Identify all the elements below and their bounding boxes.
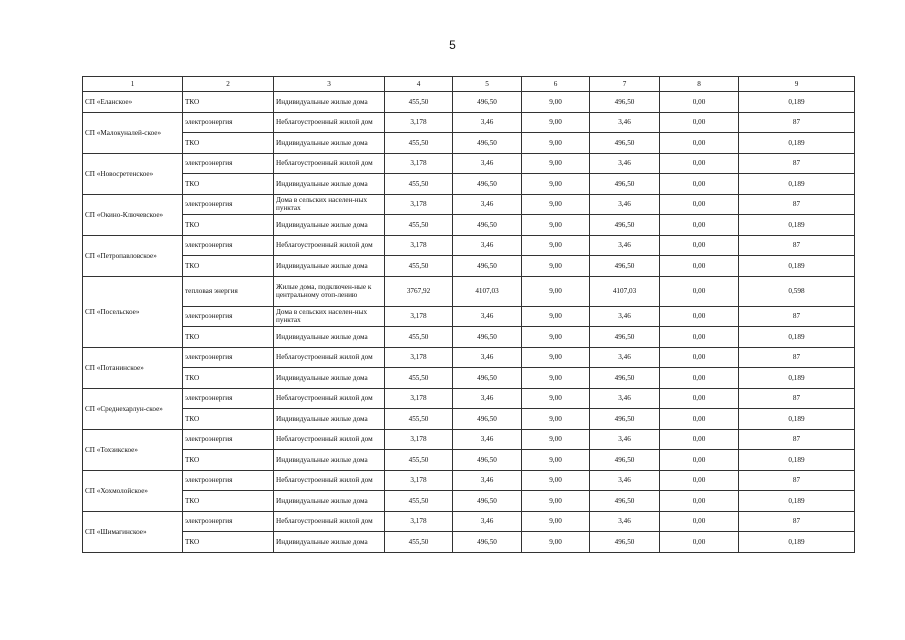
category-cell: Индивидуальные жилые дома bbox=[274, 215, 385, 236]
value-cell: 496,50 bbox=[453, 368, 522, 389]
value-cell: 3,178 bbox=[385, 347, 453, 368]
value-cell: 3,46 bbox=[590, 194, 660, 215]
value-cell: 496,50 bbox=[590, 174, 660, 195]
value-cell: 0,189 bbox=[739, 133, 855, 154]
category-cell: Индивидуальные жилые дома bbox=[274, 532, 385, 553]
resource-cell: ТКО bbox=[183, 92, 274, 113]
value-cell: 455,50 bbox=[385, 174, 453, 195]
value-cell: 496,50 bbox=[453, 256, 522, 277]
table-row bbox=[83, 92, 855, 113]
value-cell: 9,00 bbox=[522, 235, 590, 256]
value-cell: 0,00 bbox=[660, 174, 739, 195]
value-cell: 87 bbox=[739, 511, 855, 532]
value-cell: 3,178 bbox=[385, 306, 453, 327]
value-cell: 0,189 bbox=[739, 532, 855, 553]
value-cell: 87 bbox=[739, 235, 855, 256]
value-cell: 0,00 bbox=[660, 429, 739, 450]
value-cell: 0,00 bbox=[660, 276, 739, 306]
value-cell: 3,178 bbox=[385, 194, 453, 215]
value-cell: 9,00 bbox=[522, 174, 590, 195]
category-cell: Неблагоустроенный жилой дом bbox=[274, 511, 385, 532]
value-cell: 87 bbox=[739, 306, 855, 327]
value-cell: 9,00 bbox=[522, 194, 590, 215]
column-header: 7 bbox=[590, 77, 660, 92]
settlement-cell: СП «Новосретенское» bbox=[83, 153, 183, 194]
value-cell: 87 bbox=[739, 153, 855, 174]
resource-cell: электроэнергия bbox=[183, 388, 274, 409]
value-cell: 9,00 bbox=[522, 153, 590, 174]
category-cell: Индивидуальные жилые дома bbox=[274, 133, 385, 154]
column-header: 5 bbox=[453, 77, 522, 92]
column-header: 6 bbox=[522, 77, 590, 92]
category-cell: Жилые дома, подключен-ные к центральному отоп-лению bbox=[274, 276, 385, 306]
table-row bbox=[83, 276, 855, 306]
table-row bbox=[83, 215, 855, 236]
value-cell: 3,46 bbox=[590, 112, 660, 133]
value-cell: 455,50 bbox=[385, 133, 453, 154]
value-cell: 496,50 bbox=[590, 532, 660, 553]
settlement-cell: СП «Шимагинское» bbox=[83, 511, 183, 552]
value-cell: 0,189 bbox=[739, 174, 855, 195]
column-header: 2 bbox=[183, 77, 274, 92]
resource-cell: тепловая энергия bbox=[183, 276, 274, 306]
value-cell: 0,00 bbox=[660, 532, 739, 553]
value-cell: 455,50 bbox=[385, 256, 453, 277]
settlement-cell: СП «Окино-Ключевское» bbox=[83, 194, 183, 235]
settlement-cell: СП «Хохмолойское» bbox=[83, 470, 183, 511]
value-cell: 4107,03 bbox=[453, 276, 522, 306]
category-cell: Неблагоустроенный жилой дом bbox=[274, 153, 385, 174]
value-cell: 455,50 bbox=[385, 92, 453, 113]
value-cell: 0,189 bbox=[739, 92, 855, 113]
category-cell: Индивидуальные жилые дома bbox=[274, 368, 385, 389]
value-cell: 3,46 bbox=[453, 306, 522, 327]
header-row bbox=[83, 77, 855, 92]
value-cell: 0,189 bbox=[739, 327, 855, 348]
value-cell: 9,00 bbox=[522, 112, 590, 133]
table-row bbox=[83, 409, 855, 430]
value-cell: 9,00 bbox=[522, 491, 590, 512]
value-cell: 0,00 bbox=[660, 388, 739, 409]
resource-cell: электроэнергия bbox=[183, 306, 274, 327]
value-cell: 87 bbox=[739, 347, 855, 368]
value-cell: 0,00 bbox=[660, 256, 739, 277]
value-cell: 0,00 bbox=[660, 133, 739, 154]
tariff-table bbox=[82, 76, 855, 553]
table-row bbox=[83, 133, 855, 154]
value-cell: 0,00 bbox=[660, 511, 739, 532]
value-cell: 496,50 bbox=[453, 450, 522, 471]
value-cell: 3,46 bbox=[453, 511, 522, 532]
table-row bbox=[83, 450, 855, 471]
resource-cell: ТКО bbox=[183, 256, 274, 277]
value-cell: 0,598 bbox=[739, 276, 855, 306]
value-cell: 3,46 bbox=[453, 388, 522, 409]
settlement-cell: СП «Посельское» bbox=[83, 276, 183, 347]
value-cell: 496,50 bbox=[453, 133, 522, 154]
value-cell: 496,50 bbox=[453, 92, 522, 113]
category-cell: Неблагоустроенный жилой дом bbox=[274, 235, 385, 256]
value-cell: 0,00 bbox=[660, 450, 739, 471]
value-cell: 87 bbox=[739, 388, 855, 409]
value-cell: 0,00 bbox=[660, 470, 739, 491]
settlement-cell: СП «Еланское» bbox=[83, 92, 183, 113]
column-header: 8 bbox=[660, 77, 739, 92]
resource-cell: электроэнергия bbox=[183, 429, 274, 450]
table-row bbox=[83, 194, 855, 215]
page-number: 5 bbox=[449, 38, 456, 52]
value-cell: 3,178 bbox=[385, 153, 453, 174]
value-cell: 9,00 bbox=[522, 92, 590, 113]
value-cell: 3,46 bbox=[590, 429, 660, 450]
column-header: 4 bbox=[385, 77, 453, 92]
value-cell: 3,178 bbox=[385, 112, 453, 133]
value-cell: 9,00 bbox=[522, 256, 590, 277]
value-cell: 87 bbox=[739, 112, 855, 133]
value-cell: 3,178 bbox=[385, 235, 453, 256]
settlement-cell: СП «Малокуналей-ское» bbox=[83, 112, 183, 153]
value-cell: 0,00 bbox=[660, 235, 739, 256]
resource-cell: ТКО bbox=[183, 215, 274, 236]
value-cell: 496,50 bbox=[590, 368, 660, 389]
value-cell: 455,50 bbox=[385, 215, 453, 236]
category-cell: Дома в сельских населен-ных пунктах bbox=[274, 194, 385, 215]
column-header: 1 bbox=[83, 77, 183, 92]
value-cell: 0,00 bbox=[660, 194, 739, 215]
resource-cell: электроэнергия bbox=[183, 194, 274, 215]
value-cell: 87 bbox=[739, 194, 855, 215]
category-cell: Индивидуальные жилые дома bbox=[274, 491, 385, 512]
value-cell: 496,50 bbox=[590, 327, 660, 348]
value-cell: 3,46 bbox=[453, 470, 522, 491]
value-cell: 455,50 bbox=[385, 491, 453, 512]
value-cell: 0,189 bbox=[739, 256, 855, 277]
value-cell: 455,50 bbox=[385, 327, 453, 348]
value-cell: 3,46 bbox=[453, 194, 522, 215]
value-cell: 9,00 bbox=[522, 409, 590, 430]
resource-cell: электроэнергия bbox=[183, 470, 274, 491]
value-cell: 0,00 bbox=[660, 368, 739, 389]
value-cell: 3,46 bbox=[453, 112, 522, 133]
table-row bbox=[83, 327, 855, 348]
value-cell: 3,178 bbox=[385, 470, 453, 491]
value-cell: 496,50 bbox=[453, 215, 522, 236]
value-cell: 0,00 bbox=[660, 491, 739, 512]
value-cell: 496,50 bbox=[590, 133, 660, 154]
value-cell: 0,189 bbox=[739, 215, 855, 236]
table-row bbox=[83, 470, 855, 491]
category-cell: Дома в сельских населен-ных пунктах bbox=[274, 306, 385, 327]
value-cell: 3,46 bbox=[590, 235, 660, 256]
resource-cell: электроэнергия bbox=[183, 112, 274, 133]
resource-cell: электроэнергия bbox=[183, 153, 274, 174]
value-cell: 3,46 bbox=[453, 235, 522, 256]
value-cell: 0,00 bbox=[660, 327, 739, 348]
resource-cell: ТКО bbox=[183, 409, 274, 430]
settlement-cell: СП «Потанинское» bbox=[83, 347, 183, 388]
value-cell: 9,00 bbox=[522, 388, 590, 409]
value-cell: 9,00 bbox=[522, 306, 590, 327]
value-cell: 0,00 bbox=[660, 409, 739, 430]
value-cell: 496,50 bbox=[590, 450, 660, 471]
value-cell: 496,50 bbox=[590, 491, 660, 512]
value-cell: 4107,03 bbox=[590, 276, 660, 306]
category-cell: Неблагоустроенный жилой дом bbox=[274, 112, 385, 133]
value-cell: 3,46 bbox=[453, 429, 522, 450]
settlement-cell: СП «Среднехарлун-ское» bbox=[83, 388, 183, 429]
value-cell: 9,00 bbox=[522, 470, 590, 491]
table-row bbox=[83, 491, 855, 512]
resource-cell: электроэнергия bbox=[183, 235, 274, 256]
settlement-cell: СП «Петропавловское» bbox=[83, 235, 183, 276]
table-row bbox=[83, 256, 855, 277]
value-cell: 9,00 bbox=[522, 133, 590, 154]
resource-cell: электроэнергия bbox=[183, 511, 274, 532]
table-row bbox=[83, 306, 855, 327]
value-cell: 0,189 bbox=[739, 368, 855, 389]
resource-cell: ТКО bbox=[183, 450, 274, 471]
value-cell: 496,50 bbox=[453, 491, 522, 512]
value-cell: 9,00 bbox=[522, 327, 590, 348]
value-cell: 0,00 bbox=[660, 306, 739, 327]
value-cell: 0,00 bbox=[660, 215, 739, 236]
value-cell: 9,00 bbox=[522, 347, 590, 368]
table-row bbox=[83, 112, 855, 133]
category-cell: Неблагоустроенный жилой дом bbox=[274, 470, 385, 491]
value-cell: 3,178 bbox=[385, 388, 453, 409]
value-cell: 3,46 bbox=[590, 470, 660, 491]
value-cell: 3767,92 bbox=[385, 276, 453, 306]
value-cell: 9,00 bbox=[522, 532, 590, 553]
value-cell: 0,00 bbox=[660, 112, 739, 133]
value-cell: 496,50 bbox=[590, 409, 660, 430]
value-cell: 9,00 bbox=[522, 276, 590, 306]
value-cell: 0,00 bbox=[660, 92, 739, 113]
resource-cell: ТКО bbox=[183, 532, 274, 553]
column-header: 3 bbox=[274, 77, 385, 92]
value-cell: 0,00 bbox=[660, 153, 739, 174]
value-cell: 3,46 bbox=[590, 347, 660, 368]
value-cell: 3,46 bbox=[590, 388, 660, 409]
resource-cell: электроэнергия bbox=[183, 347, 274, 368]
value-cell: 496,50 bbox=[453, 327, 522, 348]
value-cell: 9,00 bbox=[522, 450, 590, 471]
value-cell: 496,50 bbox=[453, 174, 522, 195]
value-cell: 0,189 bbox=[739, 450, 855, 471]
value-cell: 496,50 bbox=[453, 409, 522, 430]
resource-cell: ТКО bbox=[183, 491, 274, 512]
category-cell: Индивидуальные жилые дома bbox=[274, 256, 385, 277]
category-cell: Индивидуальные жилые дома bbox=[274, 327, 385, 348]
value-cell: 3,46 bbox=[590, 153, 660, 174]
value-cell: 87 bbox=[739, 470, 855, 491]
value-cell: 455,50 bbox=[385, 450, 453, 471]
table-row bbox=[83, 368, 855, 389]
category-cell: Индивидуальные жилые дома bbox=[274, 92, 385, 113]
value-cell: 496,50 bbox=[590, 215, 660, 236]
value-cell: 9,00 bbox=[522, 215, 590, 236]
category-cell: Индивидуальные жилые дома bbox=[274, 409, 385, 430]
table-row bbox=[83, 429, 855, 450]
table-body bbox=[83, 92, 855, 553]
value-cell: 9,00 bbox=[522, 429, 590, 450]
column-header: 9 bbox=[739, 77, 855, 92]
table-row bbox=[83, 388, 855, 409]
value-cell: 496,50 bbox=[590, 92, 660, 113]
resource-cell: ТКО bbox=[183, 368, 274, 389]
value-cell: 3,178 bbox=[385, 429, 453, 450]
value-cell: 3,46 bbox=[590, 511, 660, 532]
value-cell: 3,46 bbox=[590, 306, 660, 327]
table-row bbox=[83, 153, 855, 174]
value-cell: 455,50 bbox=[385, 409, 453, 430]
value-cell: 9,00 bbox=[522, 368, 590, 389]
category-cell: Неблагоустроенный жилой дом bbox=[274, 388, 385, 409]
category-cell: Неблагоустроенный жилой дом bbox=[274, 429, 385, 450]
value-cell: 3,46 bbox=[453, 347, 522, 368]
table-row bbox=[83, 511, 855, 532]
value-cell: 3,46 bbox=[453, 153, 522, 174]
resource-cell: ТКО bbox=[183, 133, 274, 154]
value-cell: 87 bbox=[739, 429, 855, 450]
value-cell: 0,00 bbox=[660, 347, 739, 368]
value-cell: 496,50 bbox=[453, 532, 522, 553]
category-cell: Индивидуальные жилые дома bbox=[274, 174, 385, 195]
table-row bbox=[83, 347, 855, 368]
table-row bbox=[83, 174, 855, 195]
value-cell: 455,50 bbox=[385, 532, 453, 553]
category-cell: Индивидуальные жилые дома bbox=[274, 450, 385, 471]
settlement-cell: СП «Тохзикское» bbox=[83, 429, 183, 470]
value-cell: 0,189 bbox=[739, 409, 855, 430]
value-cell: 3,178 bbox=[385, 511, 453, 532]
category-cell: Неблагоустроенный жилой дом bbox=[274, 347, 385, 368]
value-cell: 496,50 bbox=[590, 256, 660, 277]
table-row bbox=[83, 532, 855, 553]
value-cell: 9,00 bbox=[522, 511, 590, 532]
value-cell: 0,189 bbox=[739, 491, 855, 512]
value-cell: 455,50 bbox=[385, 368, 453, 389]
resource-cell: ТКО bbox=[183, 327, 274, 348]
resource-cell: ТКО bbox=[183, 174, 274, 195]
table-row bbox=[83, 235, 855, 256]
